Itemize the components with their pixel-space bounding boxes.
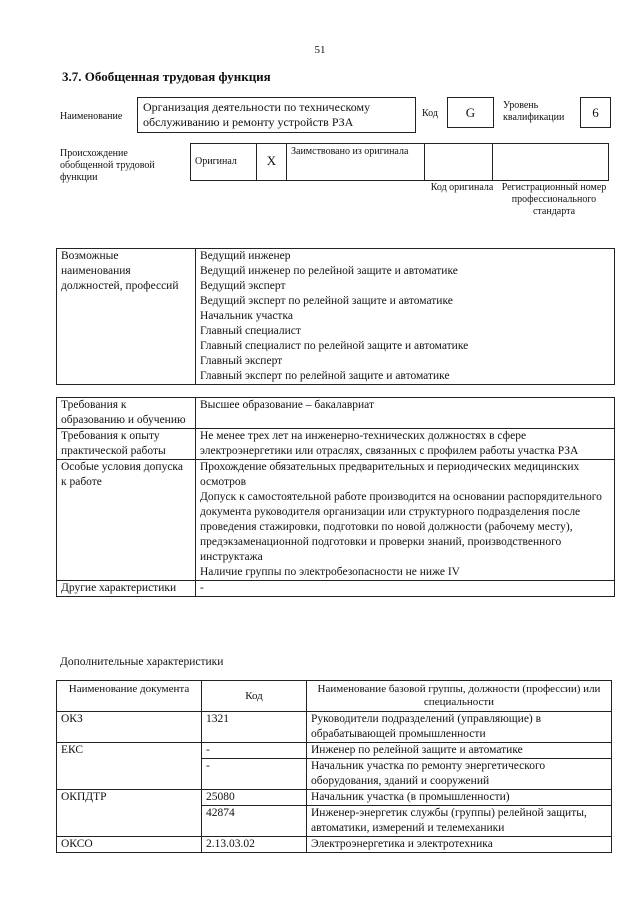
origin-code-caption: Код оригинала	[430, 182, 494, 193]
qualification-level-box: 6	[580, 97, 611, 128]
position-item: Начальник участка	[200, 310, 293, 322]
section-title: 3.7. Обобщенная трудовая функция	[62, 69, 271, 84]
conditions-label: Особые условия допуска к работе	[57, 460, 196, 581]
doc-cell: ОКСО	[57, 837, 202, 853]
function-code-box: G	[447, 97, 494, 128]
registration-caption: Регистрационный номер профессионального стандарта	[501, 182, 607, 217]
additional-table	[56, 680, 612, 853]
origin-label: Происхождение обобщенной трудовой функции	[60, 148, 155, 183]
origin-code-cell	[425, 144, 493, 181]
conditions-list	[196, 460, 615, 581]
condition-item: Допуск к самостоятельной работе производится на основании распорядительного документа руководителя организации или структурного подразделения после проведения стажировки, подготовки по новой должности (рабочему месту), предэкзаменационной подготовки и проверки знаний, производственного инструктажа	[200, 491, 602, 563]
name-cell: Начальник участка по ремонту энергетического оборудования, зданий и сооружений	[307, 759, 612, 790]
code-cell: -	[202, 759, 307, 790]
page-number: 51	[314, 44, 326, 56]
origin-table	[190, 143, 609, 181]
education-value: Высшее образование – бакалавриат	[196, 398, 615, 429]
header-code: Код	[202, 681, 307, 712]
original-label-cell: Оригинал	[191, 144, 257, 181]
doc-cell: ОКПДТР	[57, 790, 202, 837]
education-label: Требования к образованию и обучению	[57, 398, 196, 429]
borrowed-label-cell: Заимствовано из оригинала	[287, 144, 425, 181]
table-row	[57, 837, 612, 853]
level-label: Уровень квалификации	[503, 100, 565, 123]
doc-cell: ОКЗ	[57, 712, 202, 743]
additional-title: Дополнительные характеристики	[60, 656, 224, 668]
position-item: Ведущий инженер по релейной защите и автоматике	[200, 265, 458, 277]
code-cell: 2.13.03.02	[202, 837, 307, 853]
name-cell: Начальник участка (в промышленности)	[307, 790, 612, 806]
original-mark-cell: X	[257, 144, 287, 181]
condition-item: Прохождение обязательных предварительных и периодических медицинских осмотров	[200, 461, 580, 488]
table-row	[57, 790, 612, 806]
doc-cell: ЕКС	[57, 743, 202, 790]
requirements-table	[56, 397, 615, 597]
code-cell: 25080	[202, 790, 307, 806]
other-value: -	[196, 581, 615, 597]
name-cell: Инженер по релейной защите и автоматике	[307, 743, 612, 759]
origin-reg-cell	[493, 144, 609, 181]
position-item: Главный эксперт по релейной защите и автоматике	[200, 370, 450, 382]
table-row	[57, 743, 612, 759]
header-document: Наименование документа	[57, 681, 202, 712]
code-cell: 1321	[202, 712, 307, 743]
position-item: Ведущий инженер	[200, 250, 291, 262]
table-row	[57, 712, 612, 743]
code-cell: -	[202, 743, 307, 759]
name-cell: Инженер-энергетик службы (группы) релейной защиты, автоматики, измерений и телемеханики	[307, 806, 612, 837]
code-label: Код	[422, 108, 438, 119]
experience-label: Требования к опыту практической работы	[57, 429, 196, 460]
condition-item: Наличие группы по электробезопасности не ниже IV	[200, 566, 460, 578]
experience-value: Не менее трех лет на инженерно-технических должностях в сфере электроэнергетики или отраслях, связанных с профилем работы участка РЗА	[196, 429, 615, 460]
position-item: Ведущий эксперт	[200, 280, 286, 292]
other-label: Другие характеристики	[57, 581, 196, 597]
name-cell: Электроэнергетика и электротехника	[307, 837, 612, 853]
positions-label: Возможные наименования должностей, профессий	[57, 249, 196, 385]
position-item: Ведущий эксперт по релейной защите и автоматике	[200, 295, 453, 307]
function-name-box: Организация деятельности по техническому обслуживанию и ремонту устройств РЗА	[137, 97, 416, 133]
name-cell: Руководители подразделений (управляющие) в обрабатывающей промышленности	[307, 712, 612, 743]
name-label: Наименование	[60, 111, 123, 122]
position-item: Главный эксперт	[200, 355, 283, 367]
position-item: Главный специалист	[200, 325, 301, 337]
header-group-name: Наименование базовой группы, должности (профессии) или специальности	[307, 681, 612, 712]
positions-table	[56, 248, 615, 385]
positions-list	[196, 249, 615, 385]
position-item: Главный специалист по релейной защите и автоматике	[200, 340, 469, 352]
code-cell: 42874	[202, 806, 307, 837]
